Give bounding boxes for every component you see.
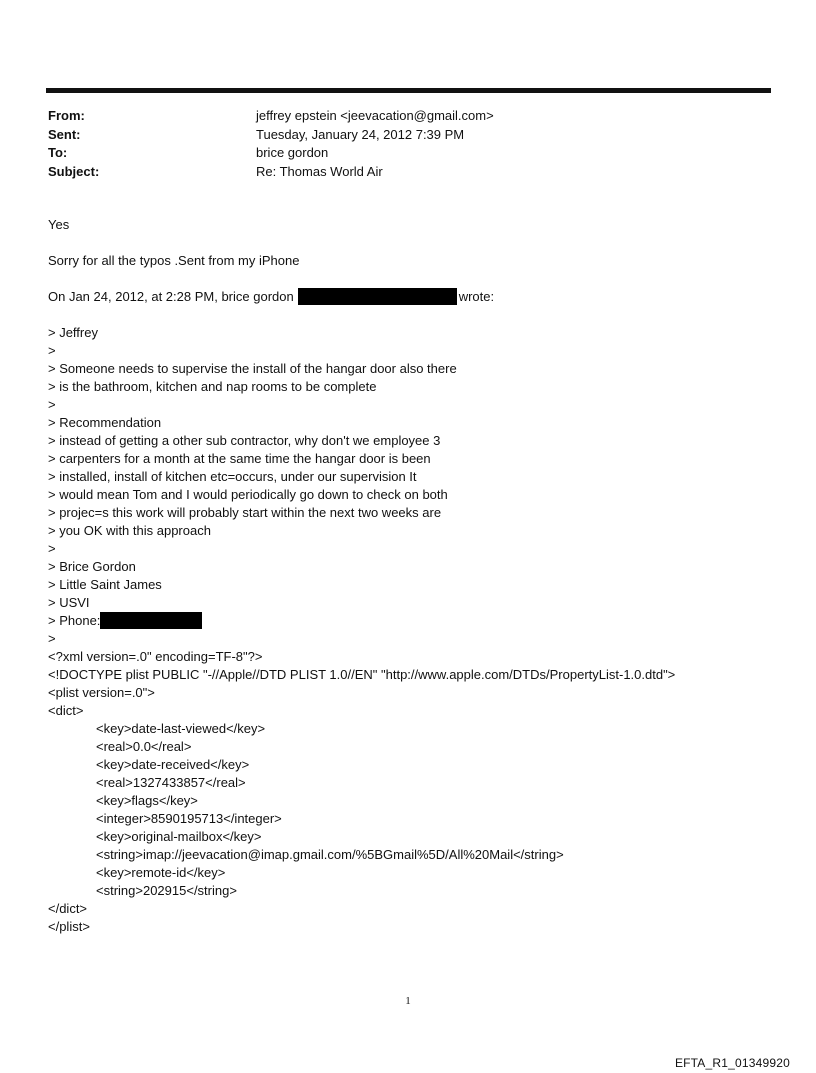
xml-line: </dict> <box>48 901 88 916</box>
dict-line: <key>flags</key> <box>96 793 198 808</box>
quoted-line: > Someone needs to supervise the install of the hangar door also there <box>48 361 457 376</box>
dict-line: <string>202915</string> <box>96 883 237 898</box>
signature-text: Sorry for all the typos .Sent from my iPhone <box>48 253 300 268</box>
document-id: EFTA_R1_01349920 <box>674 1056 790 1070</box>
quoted-line: > <box>48 631 56 646</box>
xml-line: </plist> <box>48 919 90 934</box>
from-row <box>48 107 748 126</box>
quoted-line: > would mean Tom and I would periodically go down to check on both <box>48 487 448 502</box>
phone-line <box>48 612 788 630</box>
phone-label: > Phone: <box>48 613 101 628</box>
quoted-line: > installed, install of kitchen etc=occurs, under our supervision It <box>48 469 417 484</box>
xml-line: <plist version=.0"> <box>48 685 155 700</box>
quote-intro-before: On Jan 24, 2012, at 2:28 PM, brice gordon <box>48 289 294 304</box>
quoted-line: > projec=s this work will probably start within the next two weeks are <box>48 505 442 520</box>
quoted-line: > <box>48 541 56 556</box>
quoted-line: > carpenters for a month at the same time the hangar door is been <box>48 451 431 466</box>
quote-intro-after: wrote: <box>458 289 495 304</box>
from-value: jeffrey epstein <jeevacation@gmail.com> <box>256 108 494 123</box>
sent-row <box>48 126 748 145</box>
xml-line: <dict> <box>48 703 84 718</box>
quote-intro <box>48 288 788 306</box>
sent-label: Sent: <box>48 126 81 142</box>
dict-line: <key>date-received</key> <box>96 757 250 772</box>
dict-line: <real>1327433857</real> <box>96 775 246 790</box>
to-value: brice gordon <box>256 145 329 160</box>
subject-value: Re: Thomas World Air <box>256 163 383 179</box>
subject-row <box>48 163 748 182</box>
quoted-line: > is the bathroom, kitchen and nap rooms to be complete <box>48 379 377 394</box>
page-number: 1 <box>405 995 411 1007</box>
quoted-line: > <box>48 343 56 358</box>
quoted-line: > Little Saint James <box>48 577 162 592</box>
redaction-box <box>298 288 457 305</box>
dict-line: <integer>8590195713</integer> <box>96 811 282 826</box>
email-header <box>48 107 748 181</box>
dict-line: <string>imap://jeevacation@imap.gmail.com/%5BGmail%5D/All%20Mail</string> <box>96 847 564 862</box>
quoted-line: > Recommendation <box>48 415 162 430</box>
dict-line: <key>original-mailbox</key> <box>96 829 262 844</box>
redaction-box <box>100 612 202 629</box>
xml-line: <!DOCTYPE plist PUBLIC "-//Apple//DTD PLIST 1.0//EN" "http://www.apple.com/DTDs/PropertyList-1.0.dtd"> <box>48 667 676 682</box>
reply-text: Yes <box>48 217 70 232</box>
header-rule <box>46 88 771 93</box>
quoted-line: > Brice Gordon <box>48 559 136 574</box>
spacer <box>48 234 788 252</box>
spacer <box>48 306 788 324</box>
subject-label: Subject: <box>48 163 100 179</box>
sent-value: Tuesday, January 24, 2012 7:39 PM <box>256 126 465 142</box>
email-body <box>48 216 788 936</box>
quoted-line: > <box>48 397 56 412</box>
dict-line: <real>0.0</real> <box>96 739 192 754</box>
quoted-line: > instead of getting a other sub contractor, why don't we employee 3 <box>48 433 441 448</box>
dict-line: <key>remote-id</key> <box>96 865 226 880</box>
quoted-line: > USVI <box>48 595 90 610</box>
to-label: To: <box>48 145 68 160</box>
from-label: From: <box>48 108 85 123</box>
to-row <box>48 144 748 163</box>
dict-line: <key>date-last-viewed</key> <box>96 721 266 736</box>
quoted-line: > Jeffrey <box>48 325 98 340</box>
quoted-line: > you OK with this approach <box>48 523 211 538</box>
spacer <box>48 270 788 288</box>
xml-line: <?xml version=.0" encoding=TF-8"?> <box>48 649 263 664</box>
